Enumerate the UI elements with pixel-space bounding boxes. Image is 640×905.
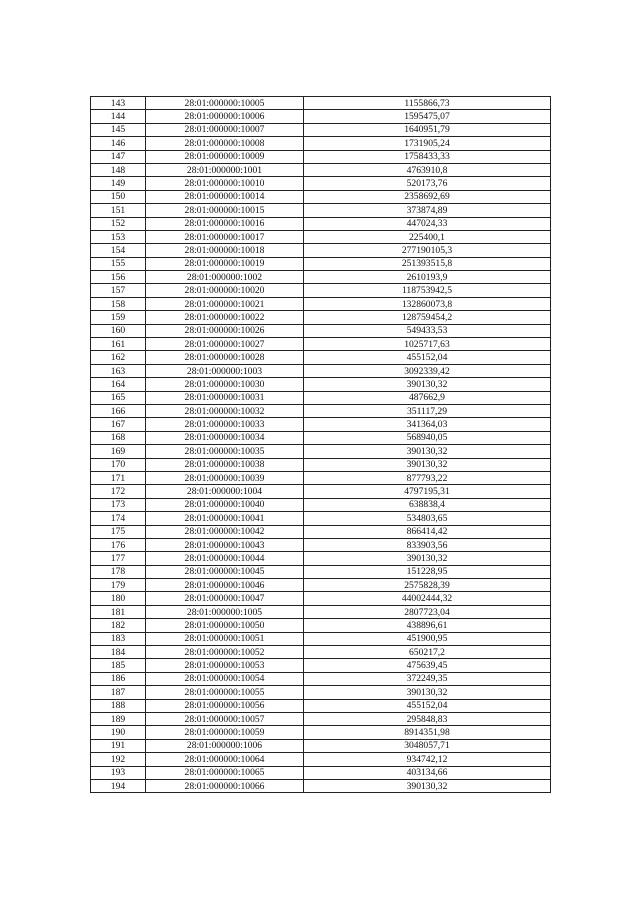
table-row — [91, 163, 551, 176]
cadastral-number-cell: 28:01:000000:10044 — [146, 552, 304, 565]
row-number-cell: 150 — [91, 190, 146, 203]
cadastral-number-cell: 28:01:000000:1003 — [146, 364, 304, 377]
cadastral-number-cell: 28:01:000000:10064 — [146, 753, 304, 766]
cadastral-number-cell: 28:01:000000:10054 — [146, 672, 304, 685]
table-row — [91, 766, 551, 779]
row-number-cell: 173 — [91, 498, 146, 511]
row-number-cell: 189 — [91, 712, 146, 725]
table-row — [91, 204, 551, 217]
row-number-cell: 194 — [91, 779, 146, 792]
cadastral-value-cell: 455152,04 — [304, 699, 551, 712]
row-number-cell: 178 — [91, 565, 146, 578]
row-number-cell: 166 — [91, 404, 146, 417]
row-number-cell: 152 — [91, 217, 146, 230]
row-number-cell: 179 — [91, 579, 146, 592]
cadastral-number-cell: 28:01:000000:10028 — [146, 351, 304, 364]
row-number-cell: 182 — [91, 619, 146, 632]
cadastral-number-cell: 28:01:000000:10035 — [146, 445, 304, 458]
table-row — [91, 552, 551, 565]
table-row — [91, 592, 551, 605]
cadastral-value-cell: 549433,53 — [304, 324, 551, 337]
row-number-cell: 168 — [91, 431, 146, 444]
cadastral-value-table — [90, 96, 551, 793]
cadastral-number-cell: 28:01:000000:10010 — [146, 177, 304, 190]
cadastral-number-cell: 28:01:000000:10020 — [146, 284, 304, 297]
cadastral-value-cell: 372249,35 — [304, 672, 551, 685]
cadastral-value-cell: 403134,66 — [304, 766, 551, 779]
row-number-cell: 187 — [91, 686, 146, 699]
row-number-cell: 181 — [91, 605, 146, 618]
table-row — [91, 311, 551, 324]
cadastral-value-cell: 1025717,63 — [304, 338, 551, 351]
cadastral-number-cell: 28:01:000000:10008 — [146, 137, 304, 150]
table-row — [91, 525, 551, 538]
row-number-cell: 151 — [91, 204, 146, 217]
table-row — [91, 646, 551, 659]
cadastral-value-cell: 934742,12 — [304, 753, 551, 766]
cadastral-number-cell: 28:01:000000:10017 — [146, 230, 304, 243]
row-number-cell: 160 — [91, 324, 146, 337]
table-row — [91, 739, 551, 752]
row-number-cell: 180 — [91, 592, 146, 605]
row-number-cell: 192 — [91, 753, 146, 766]
row-number-cell: 145 — [91, 123, 146, 136]
table-row — [91, 244, 551, 257]
row-number-cell: 172 — [91, 485, 146, 498]
cadastral-number-cell: 28:01:000000:10050 — [146, 619, 304, 632]
table-row — [91, 659, 551, 672]
cadastral-number-cell: 28:01:000000:10030 — [146, 378, 304, 391]
cadastral-number-cell: 28:01:000000:10009 — [146, 150, 304, 163]
cadastral-number-cell: 28:01:000000:10065 — [146, 766, 304, 779]
cadastral-number-cell: 28:01:000000:10056 — [146, 699, 304, 712]
cadastral-value-cell: 1640951,79 — [304, 123, 551, 136]
table-row — [91, 338, 551, 351]
row-number-cell: 175 — [91, 525, 146, 538]
row-number-cell: 174 — [91, 512, 146, 525]
cadastral-value-cell: 351117,29 — [304, 404, 551, 417]
table-body — [91, 97, 551, 793]
row-number-cell: 167 — [91, 418, 146, 431]
cadastral-value-cell: 568940,05 — [304, 431, 551, 444]
cadastral-value-cell: 877793,22 — [304, 471, 551, 484]
table-row — [91, 605, 551, 618]
cadastral-value-cell: 390130,32 — [304, 445, 551, 458]
row-number-cell: 164 — [91, 378, 146, 391]
cadastral-value-cell: 638838,4 — [304, 498, 551, 511]
table-row — [91, 150, 551, 163]
row-number-cell: 147 — [91, 150, 146, 163]
cadastral-number-cell: 28:01:000000:10018 — [146, 244, 304, 257]
table-row — [91, 284, 551, 297]
row-number-cell: 154 — [91, 244, 146, 257]
cadastral-number-cell: 28:01:000000:10021 — [146, 297, 304, 310]
row-number-cell: 170 — [91, 458, 146, 471]
table-row — [91, 699, 551, 712]
table-row — [91, 190, 551, 203]
cadastral-value-cell: 128759454,2 — [304, 311, 551, 324]
cadastral-number-cell: 28:01:000000:10006 — [146, 110, 304, 123]
cadastral-number-cell: 28:01:000000:10053 — [146, 659, 304, 672]
cadastral-number-cell: 28:01:000000:10032 — [146, 404, 304, 417]
cadastral-value-cell: 151228,95 — [304, 565, 551, 578]
cadastral-value-cell: 534803,65 — [304, 512, 551, 525]
row-number-cell: 190 — [91, 726, 146, 739]
cadastral-value-cell: 2358692,69 — [304, 190, 551, 203]
cadastral-value-cell: 390130,32 — [304, 378, 551, 391]
cadastral-value-cell: 451900,95 — [304, 632, 551, 645]
cadastral-number-cell: 28:01:000000:10042 — [146, 525, 304, 538]
cadastral-number-cell: 28:01:000000:1001 — [146, 163, 304, 176]
table-row — [91, 485, 551, 498]
cadastral-value-cell: 3092339,42 — [304, 364, 551, 377]
table-row — [91, 97, 551, 110]
cadastral-value-cell: 390130,32 — [304, 552, 551, 565]
cadastral-value-cell: 1731905,24 — [304, 137, 551, 150]
cadastral-value-cell: 1758433,33 — [304, 150, 551, 163]
table-row — [91, 471, 551, 484]
cadastral-value-cell: 2610193,9 — [304, 271, 551, 284]
cadastral-value-cell: 520173,76 — [304, 177, 551, 190]
cadastral-value-cell: 373874,89 — [304, 204, 551, 217]
row-number-cell: 185 — [91, 659, 146, 672]
table-row — [91, 271, 551, 284]
cadastral-value-cell: 225400,1 — [304, 230, 551, 243]
row-number-cell: 153 — [91, 230, 146, 243]
row-number-cell: 184 — [91, 646, 146, 659]
table-row — [91, 177, 551, 190]
table-row — [91, 297, 551, 310]
table-row — [91, 257, 551, 270]
row-number-cell: 159 — [91, 311, 146, 324]
cadastral-value-cell: 118753942,5 — [304, 284, 551, 297]
cadastral-value-cell: 132860073,8 — [304, 297, 551, 310]
cadastral-number-cell: 28:01:000000:1005 — [146, 605, 304, 618]
cadastral-value-cell: 833903,56 — [304, 538, 551, 551]
table-row — [91, 726, 551, 739]
cadastral-value-cell: 447024,33 — [304, 217, 551, 230]
cadastral-number-cell: 28:01:000000:1004 — [146, 485, 304, 498]
table-row — [91, 364, 551, 377]
cadastral-value-cell: 251393515,8 — [304, 257, 551, 270]
cadastral-value-cell: 390130,32 — [304, 779, 551, 792]
row-number-cell: 146 — [91, 137, 146, 150]
row-number-cell: 165 — [91, 391, 146, 404]
cadastral-number-cell: 28:01:000000:10022 — [146, 311, 304, 324]
cadastral-number-cell: 28:01:000000:1002 — [146, 271, 304, 284]
cadastral-value-cell: 390130,32 — [304, 458, 551, 471]
table-row — [91, 351, 551, 364]
cadastral-value-cell: 8914351,98 — [304, 726, 551, 739]
table-row — [91, 512, 551, 525]
cadastral-value-cell: 1155866,73 — [304, 97, 551, 110]
row-number-cell: 144 — [91, 110, 146, 123]
table-row — [91, 230, 551, 243]
table-row — [91, 391, 551, 404]
cadastral-value-cell: 650217,2 — [304, 646, 551, 659]
table-row — [91, 619, 551, 632]
cadastral-value-cell: 475639,45 — [304, 659, 551, 672]
table-row — [91, 378, 551, 391]
cadastral-value-cell: 295848,83 — [304, 712, 551, 725]
cadastral-number-cell: 28:01:000000:10038 — [146, 458, 304, 471]
cadastral-number-cell: 28:01:000000:10057 — [146, 712, 304, 725]
table-row — [91, 458, 551, 471]
cadastral-value-cell: 455152,04 — [304, 351, 551, 364]
row-number-cell: 169 — [91, 445, 146, 458]
row-number-cell: 163 — [91, 364, 146, 377]
row-number-cell: 157 — [91, 284, 146, 297]
cadastral-number-cell: 28:01:000000:10051 — [146, 632, 304, 645]
table-row — [91, 753, 551, 766]
cadastral-number-cell: 28:01:000000:10031 — [146, 391, 304, 404]
table-row — [91, 686, 551, 699]
cadastral-value-cell: 866414,42 — [304, 525, 551, 538]
cadastral-number-cell: 28:01:000000:10052 — [146, 646, 304, 659]
table-row — [91, 217, 551, 230]
row-number-cell: 148 — [91, 163, 146, 176]
table-row — [91, 538, 551, 551]
cadastral-number-cell: 28:01:000000:10046 — [146, 579, 304, 592]
cadastral-number-cell: 28:01:000000:10016 — [146, 217, 304, 230]
cadastral-value-cell: 4763910,8 — [304, 163, 551, 176]
cadastral-number-cell: 28:01:000000:10014 — [146, 190, 304, 203]
row-number-cell: 183 — [91, 632, 146, 645]
cadastral-number-cell: 28:01:000000:10041 — [146, 512, 304, 525]
row-number-cell: 193 — [91, 766, 146, 779]
table-row — [91, 712, 551, 725]
cadastral-number-cell: 28:01:000000:10015 — [146, 204, 304, 217]
cadastral-number-cell: 28:01:000000:10007 — [146, 123, 304, 136]
cadastral-value-cell: 277190105,3 — [304, 244, 551, 257]
table-row — [91, 110, 551, 123]
cadastral-value-cell: 438896,61 — [304, 619, 551, 632]
table-row — [91, 579, 551, 592]
row-number-cell: 171 — [91, 471, 146, 484]
cadastral-number-cell: 28:01:000000:1006 — [146, 739, 304, 752]
cadastral-value-cell: 44002444,32 — [304, 592, 551, 605]
row-number-cell: 186 — [91, 672, 146, 685]
row-number-cell: 161 — [91, 338, 146, 351]
table-row — [91, 123, 551, 136]
cadastral-value-cell: 1595475,07 — [304, 110, 551, 123]
table-row — [91, 418, 551, 431]
cadastral-number-cell: 28:01:000000:10047 — [146, 592, 304, 605]
cadastral-number-cell: 28:01:000000:10027 — [146, 338, 304, 351]
cadastral-number-cell: 28:01:000000:10005 — [146, 97, 304, 110]
row-number-cell: 158 — [91, 297, 146, 310]
cadastral-value-cell: 390130,32 — [304, 686, 551, 699]
cadastral-number-cell: 28:01:000000:10066 — [146, 779, 304, 792]
table-row — [91, 431, 551, 444]
table-row — [91, 779, 551, 792]
table-row — [91, 632, 551, 645]
cadastral-value-cell: 2807723,04 — [304, 605, 551, 618]
cadastral-number-cell: 28:01:000000:10045 — [146, 565, 304, 578]
table-row — [91, 404, 551, 417]
row-number-cell: 143 — [91, 97, 146, 110]
cadastral-number-cell: 28:01:000000:10055 — [146, 686, 304, 699]
table-row — [91, 324, 551, 337]
cadastral-number-cell: 28:01:000000:10040 — [146, 498, 304, 511]
row-number-cell: 191 — [91, 739, 146, 752]
cadastral-number-cell: 28:01:000000:10026 — [146, 324, 304, 337]
row-number-cell: 176 — [91, 538, 146, 551]
row-number-cell: 177 — [91, 552, 146, 565]
cadastral-number-cell: 28:01:000000:10059 — [146, 726, 304, 739]
table-row — [91, 672, 551, 685]
cadastral-value-cell: 487662,9 — [304, 391, 551, 404]
cadastral-number-cell: 28:01:000000:10039 — [146, 471, 304, 484]
cadastral-value-cell: 3048057,71 — [304, 739, 551, 752]
cadastral-number-cell: 28:01:000000:10019 — [146, 257, 304, 270]
row-number-cell: 155 — [91, 257, 146, 270]
row-number-cell: 156 — [91, 271, 146, 284]
cadastral-value-cell: 4797195,31 — [304, 485, 551, 498]
cadastral-number-cell: 28:01:000000:10034 — [146, 431, 304, 444]
table-row — [91, 445, 551, 458]
table-row — [91, 137, 551, 150]
row-number-cell: 149 — [91, 177, 146, 190]
cadastral-number-cell: 28:01:000000:10043 — [146, 538, 304, 551]
cadastral-value-cell: 2575828,39 — [304, 579, 551, 592]
table-row — [91, 498, 551, 511]
cadastral-number-cell: 28:01:000000:10033 — [146, 418, 304, 431]
table-row — [91, 565, 551, 578]
row-number-cell: 162 — [91, 351, 146, 364]
row-number-cell: 188 — [91, 699, 146, 712]
cadastral-value-cell: 341364,03 — [304, 418, 551, 431]
